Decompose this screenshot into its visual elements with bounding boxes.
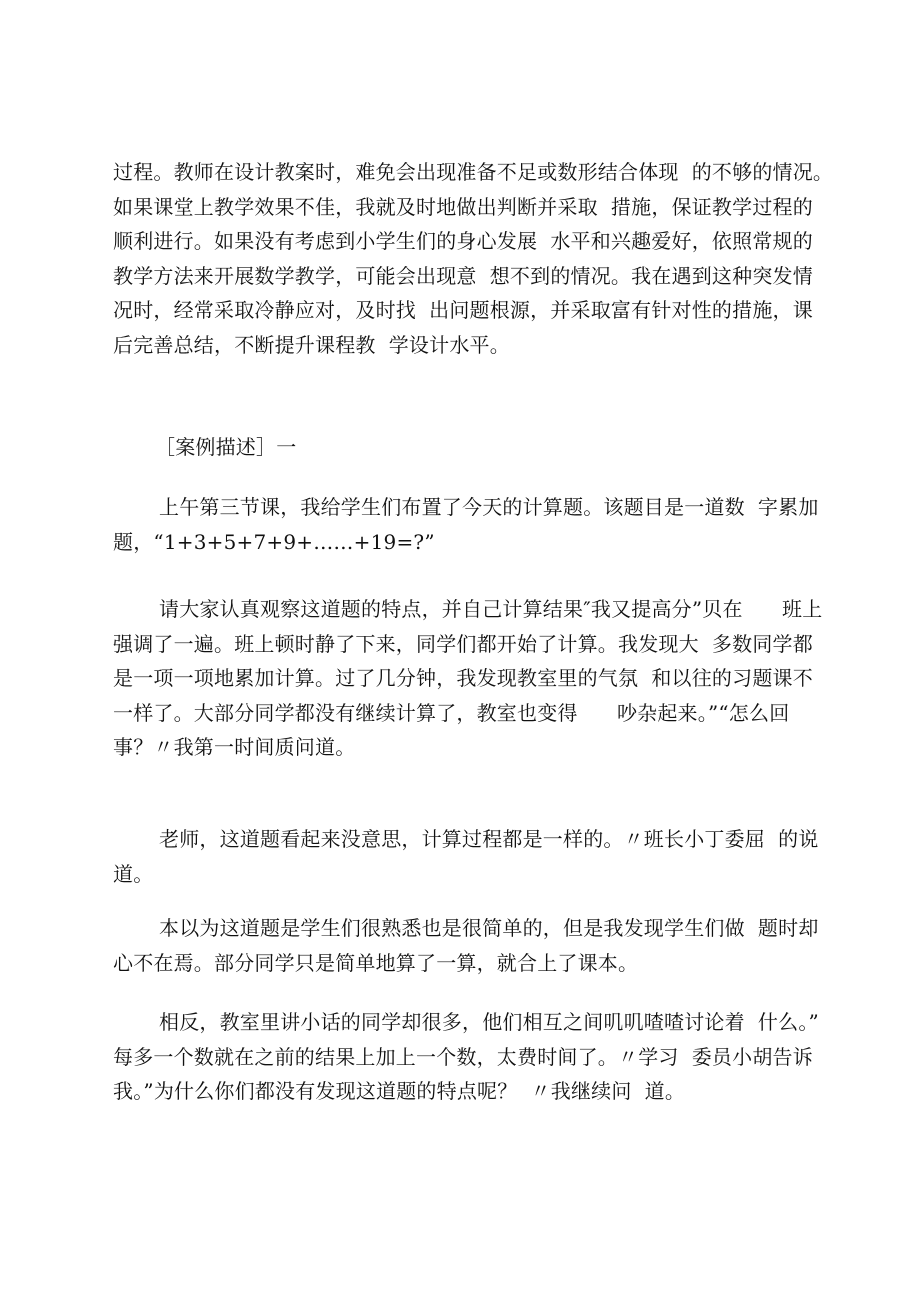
text-line: 是一项一项地累加计算。过了几分钟，我发现教室里的气氛 和以往的习题课不 bbox=[113, 666, 813, 690]
text-line: 强调了一遍。班上顿时静了下来，同学们都开始了计算。我发现大 多数同学都 bbox=[113, 631, 813, 656]
text-line: 顺利进行。如果没有考虑到小学生们的身心发展 水平和兴趣爱好，依照常规的 bbox=[113, 229, 813, 253]
section-heading bbox=[113, 430, 813, 465]
paragraph-reflection bbox=[113, 911, 819, 980]
text-line: 我。”为什么你们都没有发现这道题的特点呢？ 〃我继续问 道。 bbox=[113, 1079, 686, 1103]
paragraph-intro bbox=[113, 155, 834, 362]
paragraph-monitor-reply bbox=[113, 822, 819, 891]
text-line: 心不在焉。部分同学只是简单地算了一算，就合上了课本。 bbox=[113, 950, 639, 975]
text-line: 后完善总结，不断提升课程教 学设计水平。 bbox=[113, 332, 510, 357]
text-line: 每多一个数就在之前的结果上加上一个数，太费时间了。〃学习 委员小胡告诉 bbox=[113, 1044, 813, 1069]
text-line: 过程。教师在设计教案时，难免会出现准备不足或数形结合体现 的不够的情况。 bbox=[113, 160, 834, 184]
text-line: 况时，经常采取冷静应对，及时找 出问题根源，并采取富有针对性的措施，课 bbox=[113, 298, 813, 322]
text-line: 教学方法来开展数学教学，可能会出现意 想不到的情况。我在遇到这种突发情 bbox=[113, 263, 813, 288]
paragraph-discussion bbox=[113, 1005, 819, 1109]
text-line: 题，“1+3+5+7+9+……+19=?” bbox=[113, 529, 435, 554]
text-line: 一样了。大部分同学都没有继续计算了，教室也变得 吵杂起来。”“怎么回 bbox=[113, 700, 790, 725]
text-line: 如果课堂上教学效果不佳，我就及时地做出判断并采取 措施，保证教学过程的 bbox=[113, 194, 813, 219]
text-line: 道。 bbox=[113, 861, 154, 886]
text-line: 请大家认真观察这道题的特点，并自己计算结果″我又提高分”贝在 班上 bbox=[159, 597, 823, 621]
paragraph-observation bbox=[113, 592, 823, 765]
text-line: 相反，教室里讲小话的同学却很多，他们相互之间叽叽喳喳讨论着 什么。” bbox=[159, 1010, 819, 1034]
text-line: 事？〃我第一时间质问道。 bbox=[113, 735, 356, 759]
paragraph-case-start bbox=[113, 490, 819, 559]
text-line: 上午第三节课，我给学生们布置了今天的计算题。该题目是一道数 字累加 bbox=[159, 495, 819, 519]
text-line: ［案例描述］一 bbox=[155, 435, 297, 459]
text-line: 本以为这道题是学生们很熟悉也是很简单的，但是我发现学生们做 题时却 bbox=[159, 916, 819, 940]
text-line: 老师，这道题看起来没意思，计算过程都是一样的。〃班长小丁委屈 的说 bbox=[159, 827, 819, 851]
